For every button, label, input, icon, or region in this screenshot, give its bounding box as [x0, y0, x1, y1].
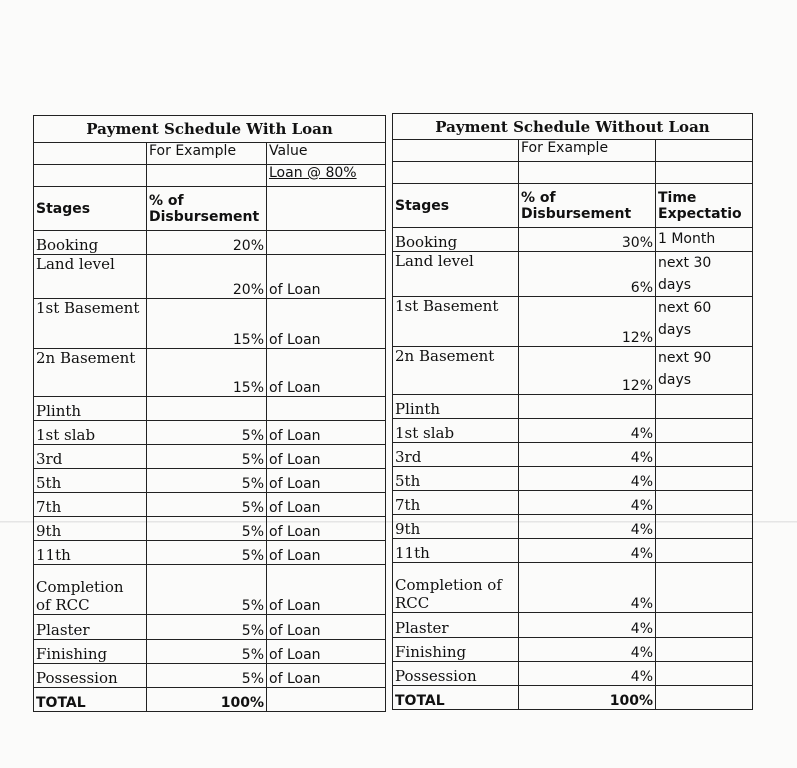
time-line-2: days: [658, 277, 692, 293]
table-row: [393, 228, 753, 252]
time-expectation-header: [656, 184, 753, 228]
percent-cell: 30%: [519, 228, 656, 252]
time-cell: [656, 443, 753, 467]
table-row: [34, 397, 386, 421]
percent-cell: 4%: [519, 467, 656, 491]
stage-cell: 1st slab: [393, 419, 519, 443]
time-line-1: next 90: [658, 350, 712, 366]
stage-cell: Finishing: [34, 640, 147, 664]
table-row: [34, 255, 386, 299]
table-title-row: [34, 116, 386, 143]
percent-cell: 5%: [147, 565, 267, 615]
percent-cell: 5%: [147, 445, 267, 469]
percent-disbursement-header: [519, 184, 656, 228]
stage-cell: 3rd: [34, 445, 147, 469]
percent-cell: 12%: [519, 347, 656, 395]
time-cell: [656, 563, 753, 613]
for-example-header: For Example: [519, 140, 656, 162]
stage-cell: Plaster: [393, 613, 519, 638]
table-row: [34, 349, 386, 397]
loan-note-row: [34, 165, 386, 187]
percent-cell: 4%: [519, 662, 656, 686]
table-row: [393, 539, 753, 563]
table-row: [34, 493, 386, 517]
note-cell: [267, 397, 386, 421]
time-cell: [656, 252, 753, 297]
stage-line-1: Completion of: [395, 576, 502, 594]
table-row: [34, 565, 386, 615]
subheader-row: [34, 143, 386, 165]
percent-cell: 5%: [147, 421, 267, 445]
value-header: Value: [267, 143, 386, 165]
stage-cell: 7th: [393, 491, 519, 515]
disbursement-label: Disbursement: [149, 208, 260, 225]
table-title: Payment Schedule With Loan: [34, 116, 386, 143]
time-cell: [656, 347, 753, 395]
stage-cell: Land level: [34, 255, 147, 299]
note-cell: of Loan: [267, 615, 386, 640]
table-row: [393, 252, 753, 297]
table-row: [393, 563, 753, 613]
stage-line-2: of RCC: [36, 596, 90, 614]
percent-of-label: % of: [521, 189, 556, 206]
total-value: 100%: [519, 686, 656, 710]
time-cell: [656, 297, 753, 347]
table-row: [34, 517, 386, 541]
table-row: [34, 299, 386, 349]
percent-cell: 5%: [147, 541, 267, 565]
percent-cell: 4%: [519, 491, 656, 515]
percent-cell: 12%: [519, 297, 656, 347]
percent-disbursement-header: [147, 187, 267, 231]
expectation-label: Expectatio: [658, 205, 742, 222]
table-row: [393, 467, 753, 491]
column-header-row: [393, 184, 753, 228]
stage-line-1: Completion: [36, 578, 124, 596]
percent-cell: [147, 397, 267, 421]
stage-cell: 2n Basement: [393, 347, 519, 395]
stage-cell: Possession: [34, 664, 147, 688]
total-label: TOTAL: [34, 688, 147, 712]
stage-cell: [393, 563, 519, 613]
payment-schedule-without-loan-table: [392, 113, 753, 710]
stages-header: Stages: [34, 187, 147, 231]
stage-cell: 11th: [34, 541, 147, 565]
percent-cell: 4%: [519, 419, 656, 443]
time-cell: [656, 491, 753, 515]
stages-header: Stages: [393, 184, 519, 228]
table-row: [34, 664, 386, 688]
total-label: TOTAL: [393, 686, 519, 710]
percent-cell: 4%: [519, 443, 656, 467]
percent-cell: 5%: [147, 493, 267, 517]
stage-cell: 2n Basement: [34, 349, 147, 397]
percent-cell: 5%: [147, 640, 267, 664]
table-row: [393, 613, 753, 638]
table-title-row: [393, 114, 753, 140]
time-cell: [656, 662, 753, 686]
stage-cell: 5th: [393, 467, 519, 491]
stage-cell: 11th: [393, 539, 519, 563]
table-row: [393, 297, 753, 347]
table-row: [34, 541, 386, 565]
table-row: [34, 640, 386, 664]
stage-cell: 1st slab: [34, 421, 147, 445]
time-cell: [656, 613, 753, 638]
table-title: Payment Schedule Without Loan: [393, 114, 753, 140]
note-cell: of Loan: [267, 640, 386, 664]
time-cell: [656, 515, 753, 539]
percent-cell: 20%: [147, 231, 267, 255]
percent-cell: [519, 395, 656, 419]
stage-cell: 9th: [393, 515, 519, 539]
stage-cell: 1st Basement: [393, 297, 519, 347]
stage-cell: Booking: [393, 228, 519, 252]
percent-cell: 5%: [147, 469, 267, 493]
percent-cell: 15%: [147, 349, 267, 397]
stage-cell: Finishing: [393, 638, 519, 662]
note-cell: of Loan: [267, 349, 386, 397]
table-row: [393, 395, 753, 419]
table-row: [393, 638, 753, 662]
total-row: [393, 686, 753, 710]
percent-cell: 4%: [519, 563, 656, 613]
stage-line-2: RCC: [395, 594, 430, 612]
time-cell: [656, 638, 753, 662]
table-row: [34, 445, 386, 469]
time-cell: [656, 539, 753, 563]
percent-cell: 4%: [519, 515, 656, 539]
time-label: Time: [658, 189, 697, 206]
column-header-row: [34, 187, 386, 231]
time-line-1: next 30: [658, 255, 712, 271]
stage-cell: [34, 565, 147, 615]
percent-cell: 20%: [147, 255, 267, 299]
percent-cell: 5%: [147, 664, 267, 688]
spacer-row: [393, 162, 753, 184]
table-row: [34, 421, 386, 445]
time-line-2: days: [658, 372, 692, 388]
table-row: [393, 419, 753, 443]
stage-cell: Booking: [34, 231, 147, 255]
stage-cell: 3rd: [393, 443, 519, 467]
table-row: [393, 443, 753, 467]
note-cell: of Loan: [267, 299, 386, 349]
stage-cell: Plinth: [393, 395, 519, 419]
table-row: [34, 615, 386, 640]
note-cell: of Loan: [267, 493, 386, 517]
note-cell: [267, 231, 386, 255]
loan-percent-note: Loan @ 80%: [269, 165, 357, 181]
stage-cell: Possession: [393, 662, 519, 686]
table-row: [393, 491, 753, 515]
time-cell: [656, 419, 753, 443]
stage-cell: Land level: [393, 252, 519, 297]
stage-cell: 1st Basement: [34, 299, 147, 349]
note-cell: of Loan: [267, 445, 386, 469]
total-value: 100%: [147, 688, 267, 712]
table-row: [393, 347, 753, 395]
stage-cell: 5th: [34, 469, 147, 493]
stage-cell: 7th: [34, 493, 147, 517]
time-cell: [656, 467, 753, 491]
note-cell: of Loan: [267, 469, 386, 493]
for-example-header: For Example: [147, 143, 267, 165]
payment-schedule-with-loan-table: [33, 115, 386, 712]
note-cell: of Loan: [267, 421, 386, 445]
note-cell: of Loan: [267, 541, 386, 565]
note-cell: of Loan: [267, 517, 386, 541]
note-cell: of Loan: [267, 664, 386, 688]
percent-cell: 4%: [519, 638, 656, 662]
percent-cell: 5%: [147, 517, 267, 541]
disbursement-label: Disbursement: [521, 205, 632, 222]
table-row: [34, 231, 386, 255]
table-row: [393, 662, 753, 686]
stage-cell: Plinth: [34, 397, 147, 421]
percent-cell: 15%: [147, 299, 267, 349]
time-line-2: days: [658, 322, 692, 338]
percent-cell: 4%: [519, 613, 656, 638]
time-line-1: next 60: [658, 300, 712, 316]
total-row: [34, 688, 386, 712]
percent-cell: 6%: [519, 252, 656, 297]
stage-cell: 9th: [34, 517, 147, 541]
time-cell: 1 Month: [656, 228, 753, 252]
time-cell: [656, 395, 753, 419]
table-row: [393, 515, 753, 539]
note-cell: of Loan: [267, 255, 386, 299]
note-cell: of Loan: [267, 565, 386, 615]
percent-cell: 5%: [147, 615, 267, 640]
subheader-row: [393, 140, 753, 162]
table-row: [34, 469, 386, 493]
percent-of-label: % of: [149, 192, 184, 209]
percent-cell: 4%: [519, 539, 656, 563]
stage-cell: Plaster: [34, 615, 147, 640]
